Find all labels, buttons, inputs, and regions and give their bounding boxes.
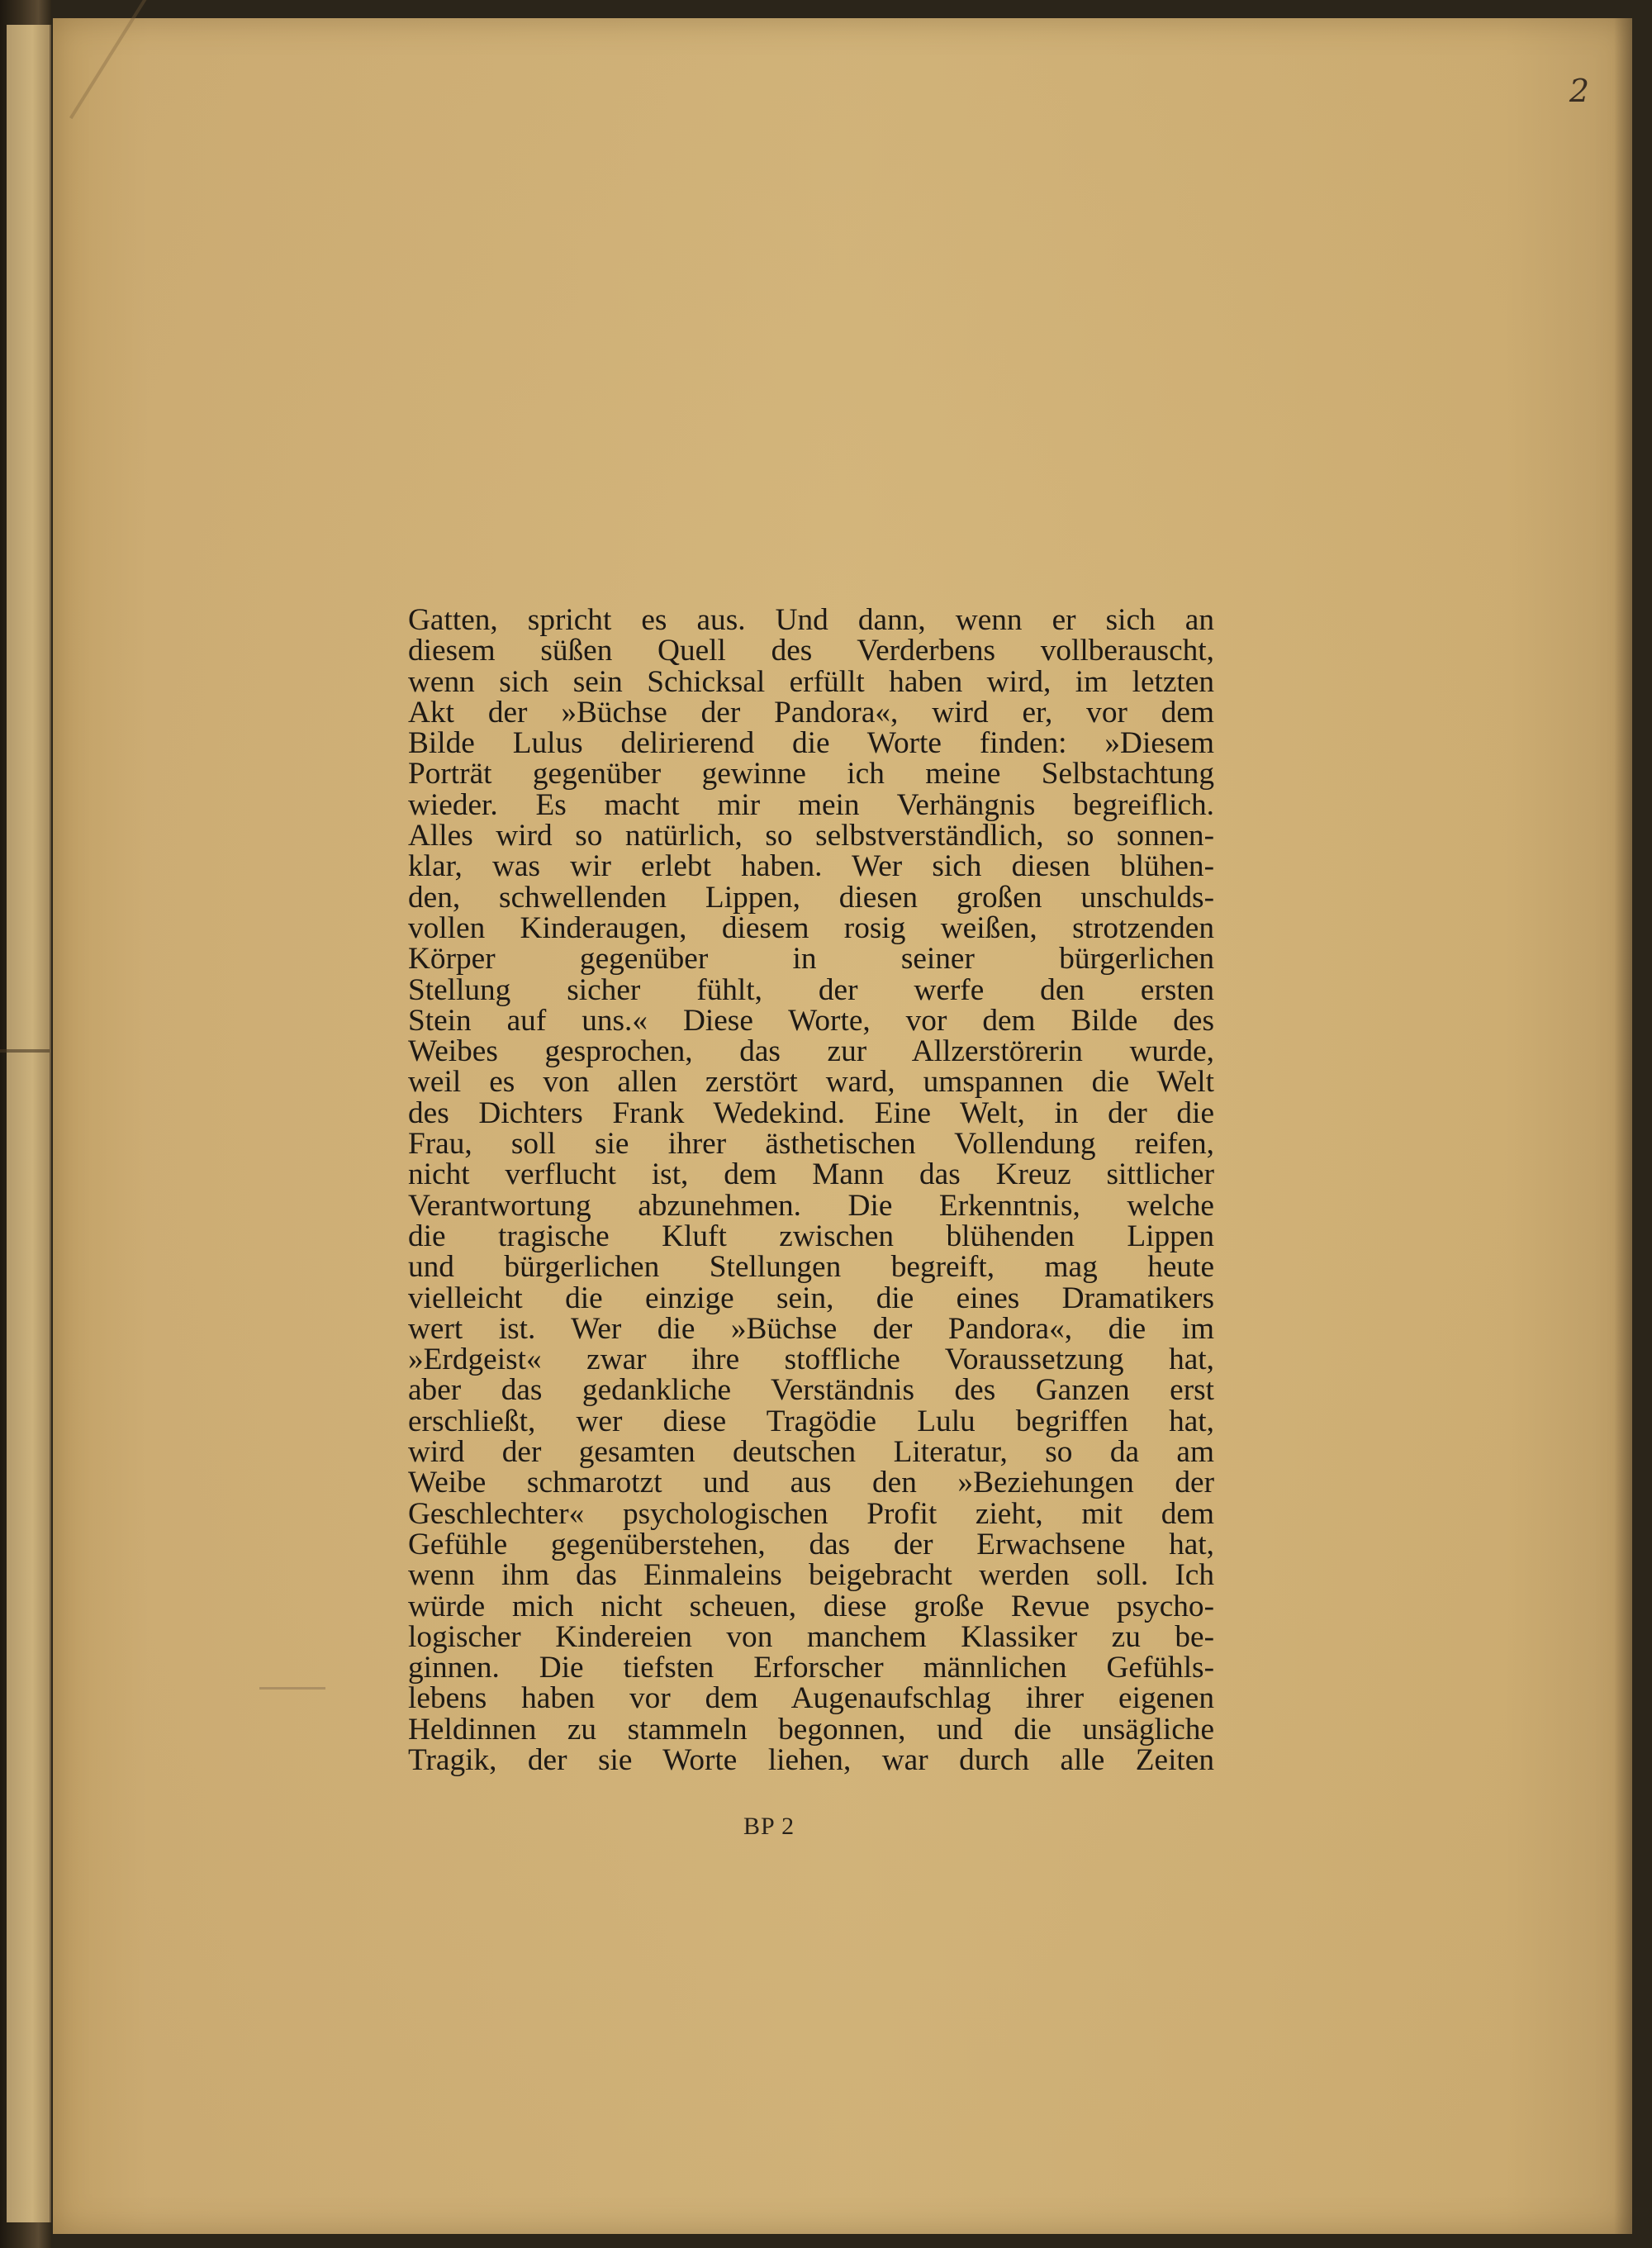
text-line: vollen Kinderaugen, diesem rosig weißen, strotzenden bbox=[408, 910, 1214, 945]
text-line: den, schwellenden Lippen, diesen großen unschulds- bbox=[408, 880, 1214, 915]
book-page bbox=[53, 18, 1632, 2234]
text-line: vielleicht die einzige sein, die eines Dramatikers bbox=[408, 1281, 1214, 1315]
page-number: 2 bbox=[1569, 73, 1589, 109]
text-line: wert ist. Wer die »Büchse der Pandora«, die im bbox=[408, 1311, 1214, 1346]
paper-crease bbox=[69, 0, 151, 119]
text-line: logischer Kindereien von manchem Klassiker zu be- bbox=[408, 1619, 1214, 1654]
text-line: »Erdgeist« zwar ihre stoffliche Voraussetzung hat, bbox=[408, 1343, 1214, 1377]
text-line: Verantwortung abzunehmen. Die Erkenntnis, welche bbox=[408, 1188, 1214, 1223]
text-line: Gatten, spricht es aus. Und dann, wenn er sich an bbox=[408, 603, 1214, 637]
text-line: Porträt gegenüber gewinne ich meine Selbstachtung bbox=[408, 757, 1214, 791]
text-line: diesem süßen Quell des Verderbens vollberauscht, bbox=[408, 634, 1214, 668]
text-line: wenn ihm das Einmaleins beigebracht werden soll. Ich bbox=[408, 1558, 1214, 1593]
pencil-mark bbox=[259, 1687, 325, 1690]
text-line: weil es von allen zerstört ward, umspannen die Welt bbox=[408, 1065, 1214, 1100]
text-line: die tragische Kluft zwischen blühenden Lippen bbox=[408, 1219, 1214, 1253]
fold-line bbox=[0, 1049, 50, 1053]
text-line: Alles wird so natürlich, so selbstverständlich, so sonnen- bbox=[408, 819, 1214, 853]
text-line: und bürgerlichen Stellungen begreift, mag heute bbox=[408, 1250, 1214, 1285]
text-line: Körper gegenüber in seiner bürgerlichen bbox=[408, 942, 1214, 977]
text-line: würde mich nicht scheuen, diese große Revue psycho- bbox=[408, 1589, 1214, 1623]
text-line: Geschlechter« psychologischen Profit zieht, mit dem bbox=[408, 1496, 1214, 1531]
text-line: Tragik, der sie Worte liehen, war durch alle Zeiten bbox=[408, 1742, 1214, 1777]
previous-leaf-edge bbox=[7, 25, 51, 2222]
text-line: Frau, soll sie ihrer ästhetischen Vollendung reifen, bbox=[408, 1127, 1214, 1162]
text-line: wird der gesamten deutschen Literatur, so da am bbox=[408, 1435, 1214, 1470]
text-line: wieder. Es macht mir mein Verhängnis begreiflich. bbox=[408, 787, 1214, 822]
text-line: nicht verflucht ist, dem Mann das Kreuz sittlicher bbox=[408, 1157, 1214, 1192]
body-text bbox=[408, 605, 1214, 1775]
text-line: ginnen. Die tiefsten Erforscher männlichen Gefühls- bbox=[408, 1651, 1214, 1685]
text-line: wenn sich sein Schicksal erfüllt haben wird, im letzten bbox=[408, 664, 1214, 699]
text-line: klar, was wir erlebt haben. Wer sich diesen blühen- bbox=[408, 849, 1214, 884]
text-line: lebens haben vor dem Augenaufschlag ihrer eigenen bbox=[408, 1681, 1214, 1716]
text-line: erschließt, wer diese Tragödie Lulu begriffen hat, bbox=[408, 1404, 1214, 1438]
text-line: aber das gedankliche Verständnis des Ganzen erst bbox=[408, 1373, 1214, 1408]
text-line: Heldinnen zu stammeln begonnen, und die unsägliche bbox=[408, 1712, 1214, 1747]
text-line: Stellung sicher fühlt, der werfe den ersten bbox=[408, 972, 1214, 1007]
page-edge-shadow bbox=[1614, 18, 1632, 2234]
text-line: Weibe schmarotzt und aus den »Beziehungen der bbox=[408, 1466, 1214, 1500]
text-line: Bilde Lulus delirierend die Worte finden: »Diesem bbox=[408, 726, 1214, 761]
text-line: Weibes gesprochen, das zur Allzerstörerin wurde, bbox=[408, 1034, 1214, 1069]
text-line: Stein auf uns.« Diese Worte, vor dem Bilde des bbox=[408, 1003, 1214, 1038]
text-line: Gefühle gegenüberstehen, das der Erwachsene hat, bbox=[408, 1527, 1214, 1561]
text-line: des Dichters Frank Wedekind. Eine Welt, in der die bbox=[408, 1095, 1214, 1130]
text-line: Akt der »Büchse der Pandora«, wird er, vor dem bbox=[408, 695, 1214, 730]
printer-signature-mark: BP 2 bbox=[743, 1813, 795, 1840]
